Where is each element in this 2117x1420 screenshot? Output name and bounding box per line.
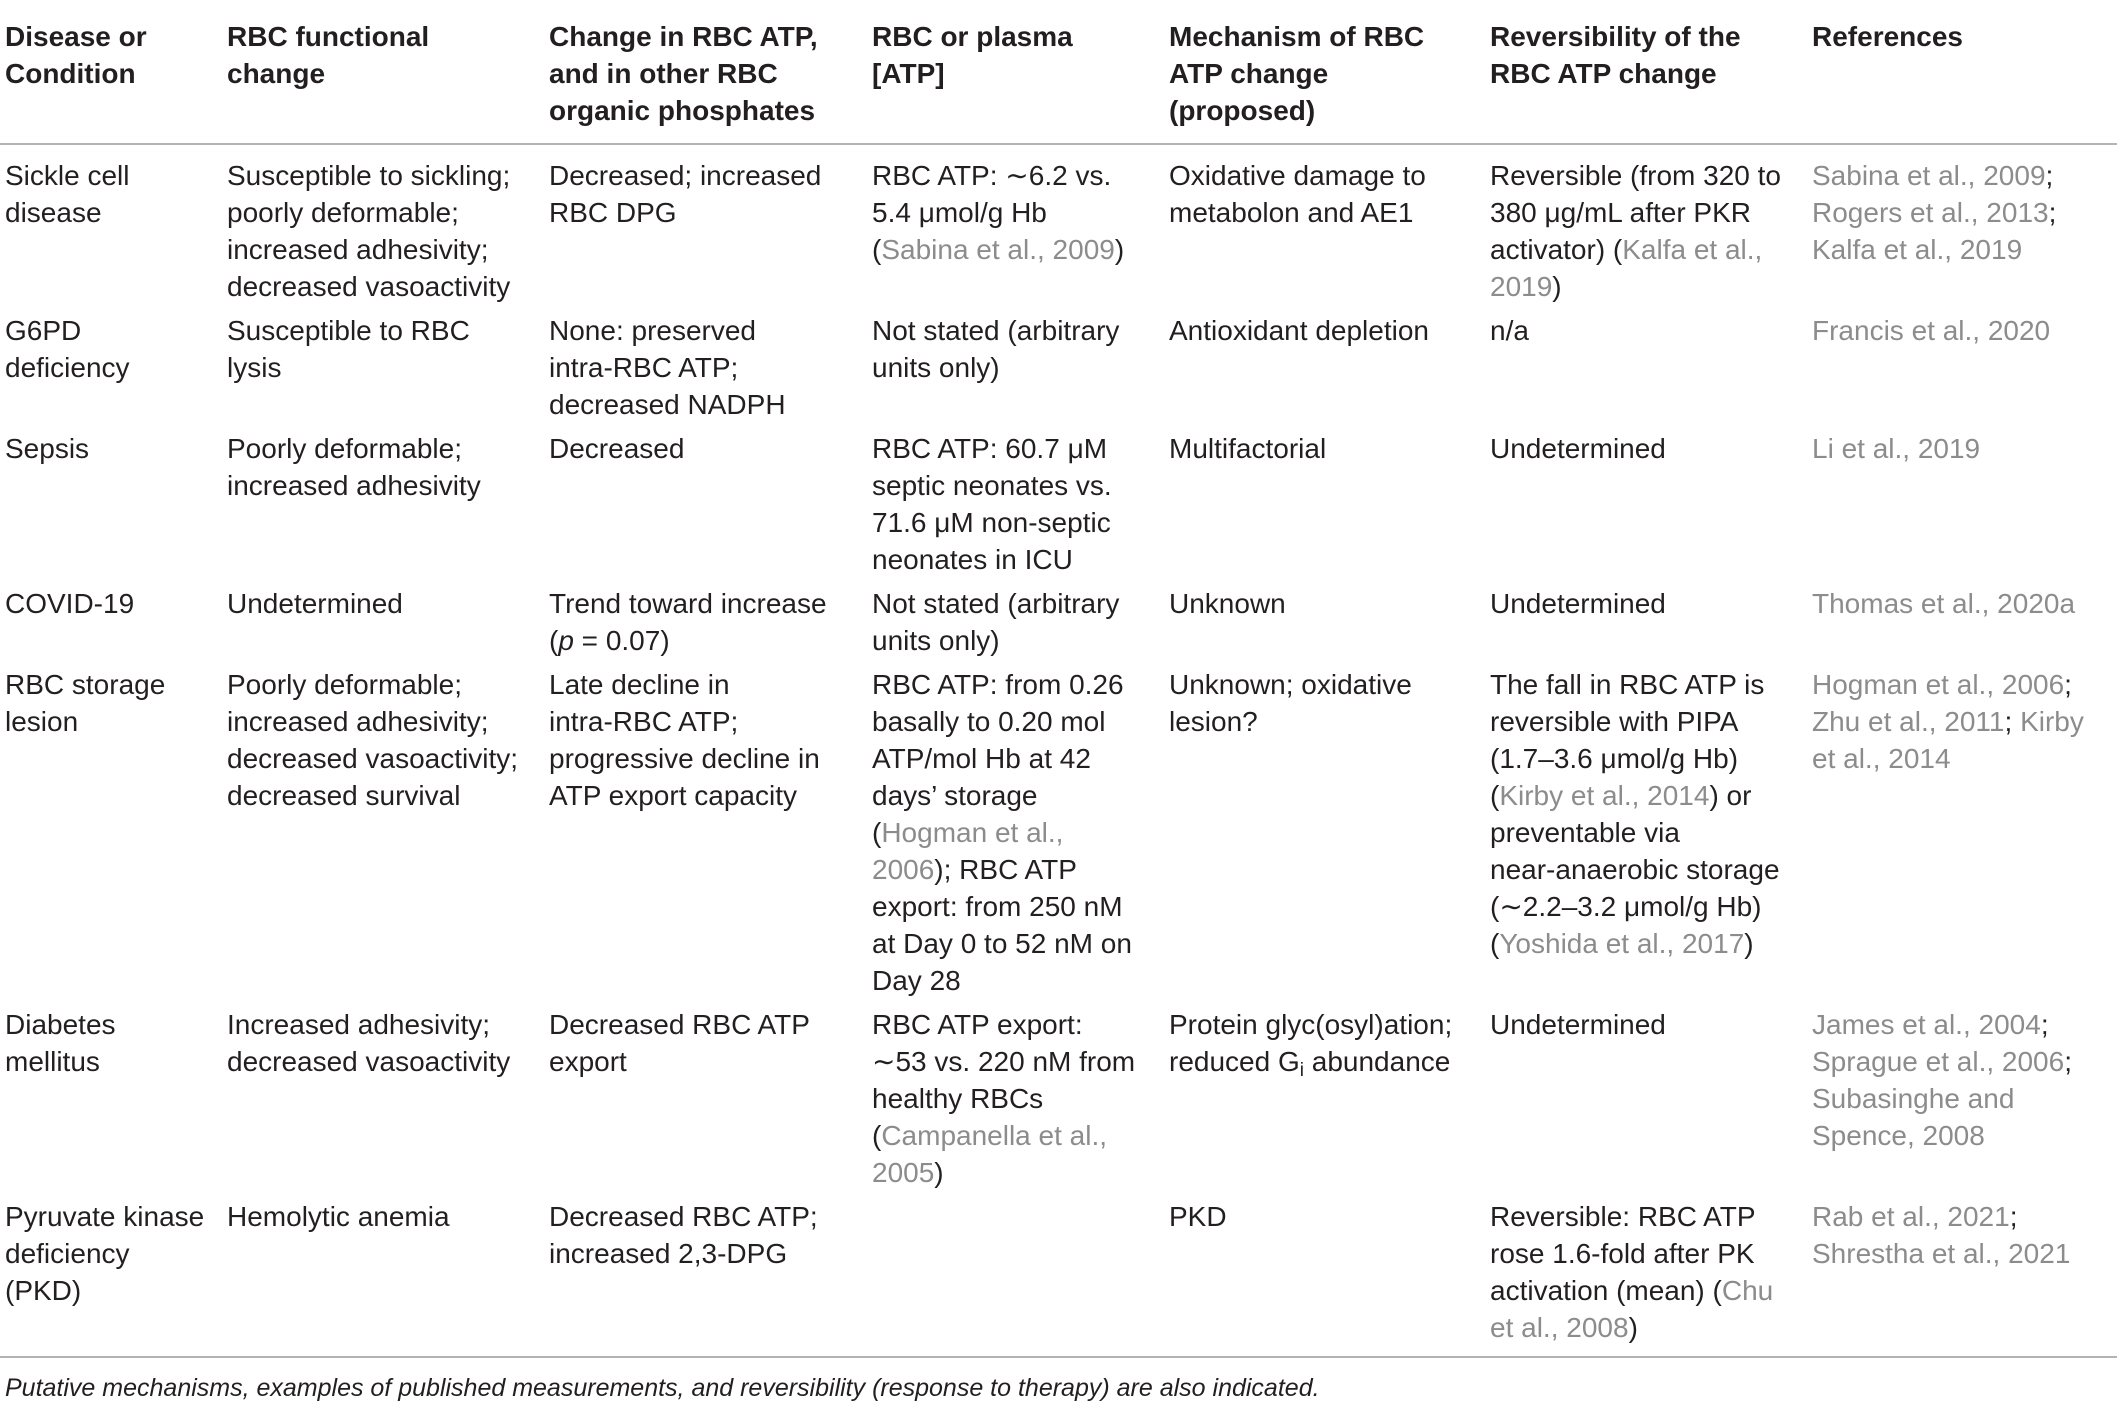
cell-text: Multifactorial <box>1169 433 1327 464</box>
cell-text: = 0.07) <box>573 625 670 656</box>
cell-text: Poorly deformable; increased adhesivity; decreased vasoactivity; decreased survival <box>227 669 519 811</box>
cell-reversibility <box>1485 1006 1807 1198</box>
reference-citation[interactable]: Hogman et al., 2006 <box>872 817 1064 885</box>
cell-text: Late decline in intra-RBC ATP; progressive decline in ATP export capacity <box>549 669 820 811</box>
cell-text: Decreased RBC ATP; increased 2,3-DPG <box>549 1201 818 1269</box>
table-row <box>0 1198 2117 1357</box>
cell-text: None: preserved intra-RBC ATP; decreased NADPH <box>549 315 786 420</box>
cell-atp-level <box>867 585 1164 666</box>
reference-citation[interactable]: Kalfa et al., 2019 <box>1812 234 2023 265</box>
cell-text: Decreased RBC ATP export <box>549 1009 810 1077</box>
cell-atp-level <box>867 430 1164 585</box>
cell-text: PKD <box>1169 1201 1227 1232</box>
reference-citation[interactable]: Zhu et al., 2011 <box>1812 706 2005 737</box>
cell-text: RBC ATP: 60.7 μM septic neonates vs. 71.6 μM non-septic neonates in ICU <box>872 433 1112 575</box>
cell-text: Antioxidant depletion <box>1169 315 1429 346</box>
reference-citation[interactable]: Li et al., 2019 <box>1812 433 1981 464</box>
cell-text: Hemolytic anemia <box>227 1201 450 1232</box>
cell-text: ; <box>2064 1046 2072 1077</box>
reference-citation[interactable]: Hogman et al., 2006 <box>1812 669 2065 700</box>
cell-text: Not stated (arbitrary units only) <box>872 588 1120 656</box>
column-header-disease: Disease or Condition <box>0 0 222 144</box>
cell-text: ) <box>1628 1312 1638 1343</box>
table-row <box>0 144 2117 312</box>
cell-references <box>1807 1198 2117 1357</box>
reference-citation[interactable]: James et al., 2004 <box>1812 1009 2041 1040</box>
cell-text: Susceptible to RBC lysis <box>227 315 470 383</box>
cell-text: RBC storage lesion <box>5 669 166 737</box>
cell-text: ) <box>1744 928 1754 959</box>
cell-mechanism <box>1164 430 1485 585</box>
cell-disease <box>0 430 222 585</box>
cell-references <box>1807 666 2117 1006</box>
header-row <box>0 0 2117 144</box>
cell-reversibility <box>1485 312 1807 430</box>
cell-atp-change <box>544 1006 867 1198</box>
cell-text: RBC ATP: from 0.26 basally to 0.20 mol ATP/mol Hb at 42 days’ storage ( <box>872 669 1124 848</box>
table-row <box>0 312 2117 430</box>
cell-text: ; <box>2045 160 2054 191</box>
column-header-atp-change: Change in RBC ATP, and in other RBC organic phosphates <box>544 0 867 144</box>
cell-functional-change <box>222 1198 544 1357</box>
cell-atp-change <box>544 666 867 1006</box>
cell-text: Increased adhesivity; decreased vasoactivity <box>227 1009 511 1077</box>
reference-citation[interactable]: Thomas et al., 2020a <box>1812 588 2076 619</box>
cell-text: abundance <box>1303 1046 1451 1077</box>
reference-citation[interactable]: Kirby et al., 2014 <box>1812 706 2084 774</box>
cell-atp-change <box>544 1198 867 1357</box>
cell-text: Not stated (arbitrary units only) <box>872 315 1120 383</box>
cell-reversibility <box>1485 430 1807 585</box>
cell-text: Oxidative damage to metabolon and AE1 <box>1169 160 1426 228</box>
cell-atp-level <box>867 312 1164 430</box>
cell-functional-change <box>222 666 544 1006</box>
cell-disease <box>0 144 222 312</box>
cell-text: Reversible (from 320 to 380 μg/mL after PKR activator) ( <box>1490 160 1782 265</box>
cell-atp-change <box>544 430 867 585</box>
cell-references <box>1807 312 2117 430</box>
reference-citation[interactable]: Rab et al., 2021 <box>1812 1201 2010 1232</box>
cell-text: ) <box>934 1157 944 1188</box>
cell-text: Undetermined <box>1490 1009 1666 1040</box>
cell-mechanism <box>1164 144 1485 312</box>
cell-atp-level <box>867 144 1164 312</box>
cell-text: Reversible: RBC ATP rose 1.6-fold after PK activation (mean) ( <box>1490 1201 1756 1306</box>
italic-variable: p <box>558 625 574 656</box>
cell-text: ) <box>1114 234 1125 265</box>
cell-text: RBC ATP export: ∼53 vs. 220 nM from healthy RBCs ( <box>872 1009 1136 1151</box>
column-header-references: References <box>1807 0 2117 144</box>
table-body <box>0 144 2117 1357</box>
cell-functional-change <box>222 1006 544 1198</box>
reference-citation[interactable]: Yoshida et al., 2017 <box>1499 928 1745 959</box>
reference-citation[interactable]: Subasinghe and Spence, 2008 <box>1812 1083 2015 1151</box>
reference-citation[interactable]: Sabina et al., 2009 <box>881 234 1115 265</box>
cell-disease <box>0 1006 222 1198</box>
cell-text: Undetermined <box>227 588 403 619</box>
reference-citation[interactable]: Chu et al., 2008 <box>1490 1275 1774 1343</box>
cell-mechanism <box>1164 666 1485 1006</box>
table-row <box>0 666 2117 1006</box>
reference-citation[interactable]: Rogers et al., 2013 <box>1812 197 2049 228</box>
reference-citation[interactable]: Sprague et al., 2006 <box>1812 1046 2065 1077</box>
reference-citation[interactable]: Kalfa et al., 2019 <box>1490 234 1763 302</box>
cell-disease <box>0 312 222 430</box>
cell-text: Unknown <box>1169 588 1286 619</box>
cell-atp-change <box>544 585 867 666</box>
cell-reversibility <box>1485 666 1807 1006</box>
cell-text: Diabetes mellitus <box>5 1009 116 1077</box>
cell-atp-level <box>867 1198 1164 1357</box>
cell-text: COVID-19 <box>5 588 135 619</box>
cell-text: Sepsis <box>5 433 90 464</box>
table-header <box>0 0 2117 144</box>
cell-atp-change <box>544 312 867 430</box>
table-caption: Putative mechanisms, examples of published measurements, and reversibility (response to therapy) are also indicated. <box>5 1374 1320 1402</box>
reference-citation[interactable]: Francis et al., 2020 <box>1812 315 2051 346</box>
table-row <box>0 430 2117 585</box>
cell-text: Unknown; oxidative lesion? <box>1169 669 1412 737</box>
cell-text: G6PD deficiency <box>5 315 130 383</box>
cell-references <box>1807 430 2117 585</box>
reference-citation[interactable]: Kirby et al., 2014 <box>1499 780 1710 811</box>
cell-functional-change <box>222 312 544 430</box>
cell-atp-change <box>544 144 867 312</box>
cell-reversibility <box>1485 144 1807 312</box>
reference-citation[interactable]: Shrestha et al., 2021 <box>1812 1238 2071 1269</box>
cell-text: ); RBC ATP export: from 250 nM at Day 0 to 52 nM on Day 28 <box>872 854 1132 996</box>
cell-text: Susceptible to sickling; poorly deformable; increased adhesivity; decreased vasoactivity <box>227 160 511 302</box>
cell-text: RBC ATP: ∼6.2 vs. 5.4 μmol/g Hb ( <box>872 160 1112 265</box>
cell-text: ; <box>2040 1009 2049 1040</box>
cell-mechanism <box>1164 1198 1485 1357</box>
cell-text: Decreased; increased RBC DPG <box>549 160 822 228</box>
cell-functional-change <box>222 585 544 666</box>
cell-functional-change <box>222 144 544 312</box>
cell-text: Decreased <box>549 433 685 464</box>
cell-text: n/a <box>1490 315 1529 346</box>
cell-text: ) or preventable via near-anaerobic storage (∼2.2–3.2 μmol/g Hb) ( <box>1490 780 1780 959</box>
cell-text: Undetermined <box>1490 588 1666 619</box>
cell-mechanism <box>1164 312 1485 430</box>
cell-text: Poorly deformable; increased adhesivity <box>227 433 481 501</box>
cell-text: ; <box>2048 197 2057 228</box>
column-header-functional-change: RBC functional change <box>222 0 544 144</box>
column-header-atp-level: RBC or plasma [ATP] <box>867 0 1164 144</box>
cell-functional-change <box>222 430 544 585</box>
table-row <box>0 1006 2117 1198</box>
cell-text: ; <box>2004 706 2021 737</box>
cell-text: The fall in RBC ATP is reversible with PIPA (1.7–3.6 μmol/g Hb) ( <box>1490 669 1765 811</box>
cell-mechanism <box>1164 1006 1485 1198</box>
cell-disease <box>0 1198 222 1357</box>
cell-references <box>1807 1006 2117 1198</box>
cell-disease <box>0 666 222 1006</box>
cell-text: ; <box>2064 669 2072 700</box>
reference-citation[interactable]: Sabina et al., 2009 <box>1812 160 2046 191</box>
cell-text: Sickle cell disease <box>5 160 130 228</box>
cell-text: Trend toward increase ( <box>549 588 827 656</box>
cell-references <box>1807 585 2117 666</box>
cell-text: ; <box>2009 1201 2018 1232</box>
cell-text: Pyruvate kinase deficiency (PKD) <box>5 1201 205 1306</box>
column-header-mechanism: Mechanism of RBC ATP change (proposed) <box>1164 0 1485 144</box>
cell-text: Undetermined <box>1490 433 1666 464</box>
cell-atp-level <box>867 666 1164 1006</box>
cell-reversibility <box>1485 585 1807 666</box>
cell-text: ) <box>1552 271 1562 302</box>
cell-mechanism <box>1164 585 1485 666</box>
reference-citation[interactable]: Campanella et al., 2005 <box>872 1120 1108 1188</box>
cell-reversibility <box>1485 1198 1807 1357</box>
subscript: i <box>1299 1060 1304 1082</box>
cell-references <box>1807 144 2117 312</box>
cell-text: Protein glyc(osyl)ation; reduced G <box>1169 1009 1453 1077</box>
column-header-reversibility: Reversibility of the RBC ATP change <box>1485 0 1807 144</box>
table-row <box>0 585 2117 666</box>
cell-atp-level <box>867 1006 1164 1198</box>
cell-disease <box>0 585 222 666</box>
